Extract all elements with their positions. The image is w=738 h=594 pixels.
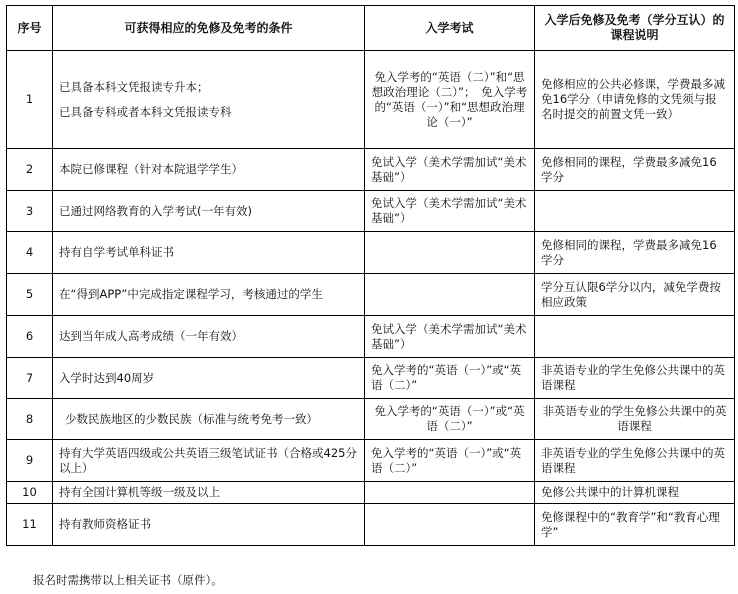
row-entrance: 免入学考的“英语（一）”或“英语（二）” — [365, 440, 535, 482]
row-entrance — [365, 482, 535, 504]
row-condition: 已通过网络教育的入学考试(一年有效) — [53, 191, 365, 232]
condition-line: 已具备专科或者本科文凭报读专科 — [59, 104, 232, 119]
row-condition: 达到当年成人高考成绩（一年有效） — [53, 316, 365, 358]
row-after — [535, 191, 735, 232]
row-num: 8 — [7, 399, 53, 440]
table-row — [7, 440, 735, 482]
row-num: 10 — [7, 482, 53, 504]
row-num: 6 — [7, 316, 53, 358]
exemption-table — [6, 5, 735, 546]
row-entrance — [365, 274, 535, 316]
row-after: 非英语专业的学生免修公共课中的英语课程 — [535, 440, 735, 482]
header-num: 序号 — [7, 6, 53, 51]
row-entrance: 免入学考的“英语（一）”或“英语（二）” — [365, 399, 535, 440]
row-condition: 在“得到APP”中完成指定课程学习，考核通过的学生 — [53, 274, 365, 316]
row-num: 3 — [7, 191, 53, 232]
row-num: 1 — [7, 51, 53, 149]
table-row — [7, 482, 735, 504]
row-num: 5 — [7, 274, 53, 316]
row-entrance: 免试入学（美术学需加试“美术基础”） — [365, 149, 535, 191]
row-condition — [53, 51, 365, 149]
row-condition: 本院已修课程（针对本院退学学生） — [53, 149, 365, 191]
row-num: 9 — [7, 440, 53, 482]
row-entrance: 免试入学（美术学需加试“美术基础”） — [365, 316, 535, 358]
row-after: 免修公共课中的计算机课程 — [535, 482, 735, 504]
row-after: 免修相应的公共必修课，学费最多减免16学分（申请免修的文凭须与报名时提交的前置文凭一致） — [535, 51, 735, 149]
row-num: 7 — [7, 358, 53, 399]
table-row — [7, 399, 735, 440]
row-condition: 持有全国计算机等级一级及以上 — [53, 482, 365, 504]
header-after: 入学后免修及免考（学分互认）的课程说明 — [535, 6, 735, 51]
row-after: 非英语专业的学生免修公共课中的英语课程 — [535, 399, 735, 440]
row-after: 学分互认限6学分以内，减免学费按相应政策 — [535, 274, 735, 316]
table-row — [7, 358, 735, 399]
row-entrance: 免入学考的“英语（一）”或“英语（二）” — [365, 358, 535, 399]
condition-line: 已具备本科文凭报读专升本； — [59, 79, 209, 94]
row-condition: 持有大学英语四级或公共英语三级笔试证书（合格或425分以上） — [53, 440, 365, 482]
row-after — [535, 316, 735, 358]
row-after: 免修课程中的“教育学”和“教育心理学” — [535, 504, 735, 546]
row-condition: 持有教师资格证书 — [53, 504, 365, 546]
row-condition: 少数民族地区的少数民族（标准与统考免考一致） — [53, 399, 365, 440]
table-row — [7, 149, 735, 191]
row-entrance — [365, 232, 535, 274]
header-entrance: 入学考试 — [365, 6, 535, 51]
row-num: 11 — [7, 504, 53, 546]
table-row — [7, 51, 735, 149]
row-num: 2 — [7, 149, 53, 191]
header-condition: 可获得相应的免修及免考的条件 — [53, 6, 365, 51]
row-entrance: 免试入学（美术学需加试“美术基础”） — [365, 191, 535, 232]
row-entrance: 免入学考的“英语（二）”和“思想政治理论（二）”； 免入学考的“英语（一）”和“思想政治理论（一）” — [365, 51, 535, 149]
table-row — [7, 191, 735, 232]
row-after: 免修相同的课程，学费最多减免16学分 — [535, 232, 735, 274]
row-entrance — [365, 504, 535, 546]
table-row — [7, 504, 735, 546]
row-after: 非英语专业的学生免修公共课中的英语课程 — [535, 358, 735, 399]
row-condition: 入学时达到40周岁 — [53, 358, 365, 399]
table-row — [7, 232, 735, 274]
row-num: 4 — [7, 232, 53, 274]
footnote: 报名时需携带以上相关证书（原件）。 — [33, 573, 223, 587]
table-row — [7, 274, 735, 316]
header-row — [7, 6, 735, 51]
row-after: 免修相同的课程，学费最多减免16学分 — [535, 149, 735, 191]
row-condition: 持有自学考试单科证书 — [53, 232, 365, 274]
table-row — [7, 316, 735, 358]
